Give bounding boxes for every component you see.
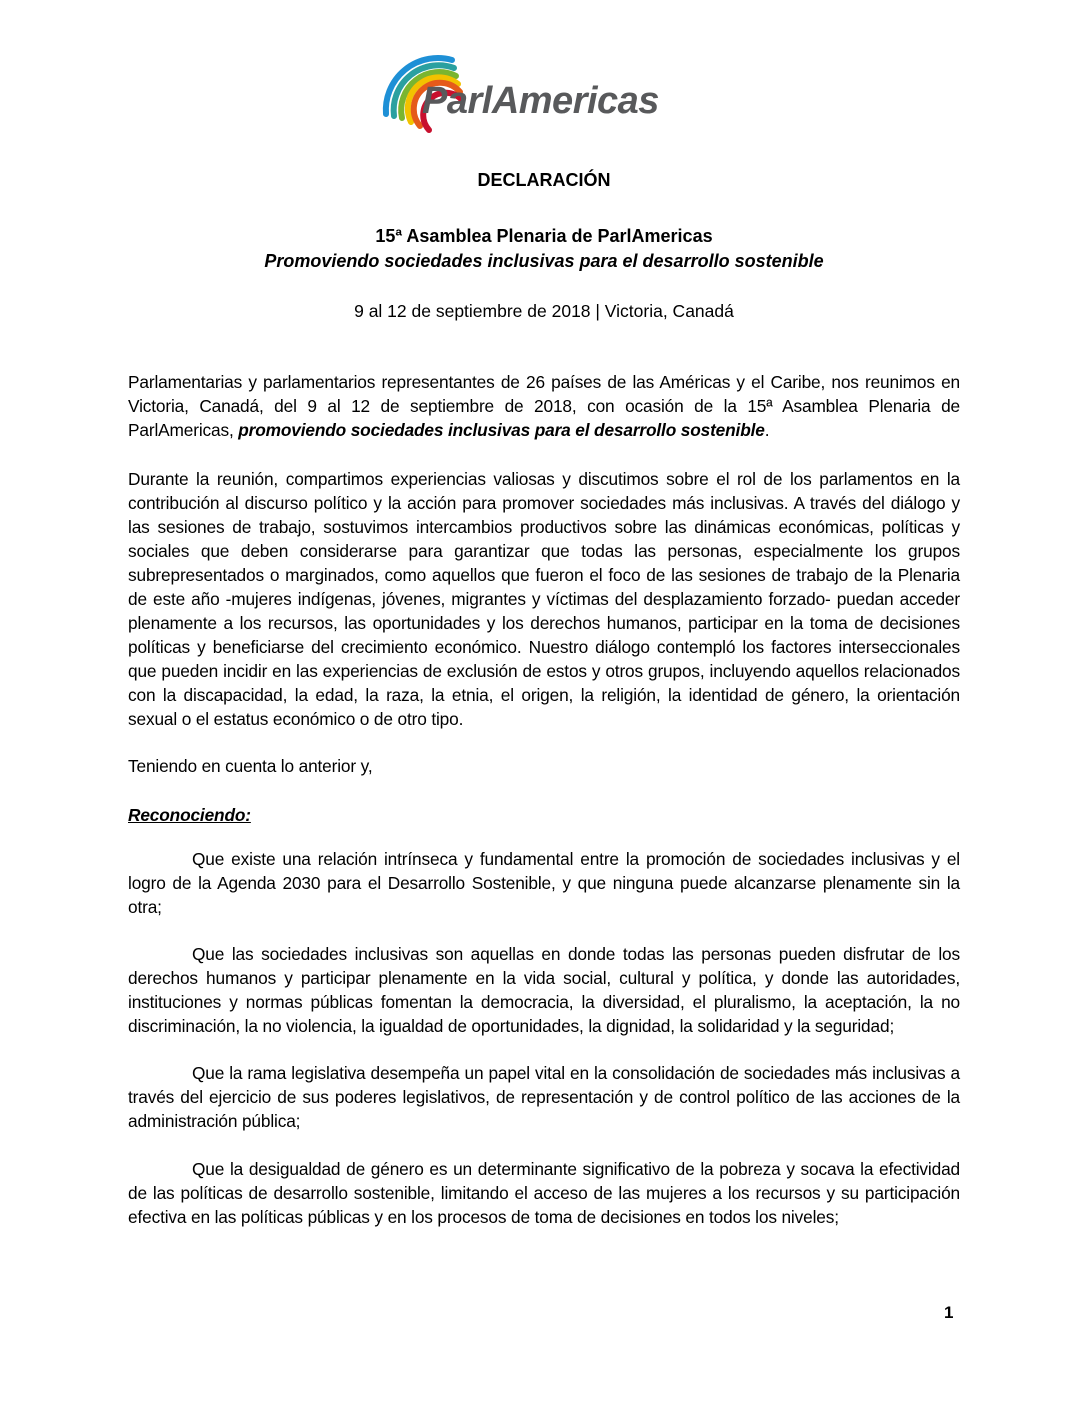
recital-paragraph-2: Que las sociedades inclusivas son aquellas en donde todas las personas pueden disfrutar de los derechos humanos y participar plenamente en la vida social, cultural y política, y donde las autoridades, instituciones y normas públicas fomentan la democracia, la diversidad, el pluralismo, la aceptación, la no discriminación, la no violencia, la igualdad de oportunidades, la dignidad, la solidaridad y la seguridad; [128,944,960,1036]
intro-text: Parlamentarias y parlamentarios representantes de 26 países de las Américas y el Caribe, nos reunimos en Victoria, Canadá, del 9 al 12 de septiembre de 2018, con ocasión de la 15ª Asamblea Plenaria de ParlAmericas, [128,372,960,440]
intro-paragraph [128,370,960,442]
recital-paragraph-4: Que la desigualdad de género es un determinante significativo de la pobreza y socava la efectividad de las políticas de desarrollo sostenible, limitando el acceso de las mujeres a los recursos y su participación efectiva en las políticas públicas y en los procesos de toma de decisiones en todos los niveles; [128,1159,960,1227]
intro-emphasis: promoviendo sociedades inclusivas para el desarrollo sostenible [238,420,765,440]
recital-paragraph-1: Que existe una relación intrínseca y fundamental entre la promoción de sociedades inclusivas y el logro de la Agenda 2030 para el Desarrollo Sostenible, y que ninguna puede alcanzarse plenamente sin la otra; [128,849,960,917]
intro-end: . [764,420,770,440]
meeting-paragraph: Durante la reunión, compartimos experiencias valiosas y discutimos sobre el rol de los parlamentos en la contribución al discurso político y la acción para promover sociedades más inclusivas. A través del diálogo y las sesiones de trabajo, sostuvimos intercambios productivos sobre las dinámicas económicas, políticas y sociales que deben considerarse para garantizar que todas las personas, especialmente los grupos subrepresentados o marginados, como aquellos que fueron el foco de las sesiones de trabajo de la Plenaria de este año -mujeres indígenas, jóvenes, migrantes y víctimas del desplazamiento forzado- puedan acceder plenamente a los recursos, las oportunidades y los derechos humanos, participar en la toma de decisiones políticas y beneficiarse del crecimiento económico. Nuestro diálogo contempló los factores interseccionales que pueden incidir en las experiencias de exclusión de estos y otros grupos, incluyendo aquellos relacionados con la discapacidad, la edad, la raza, la etnia, el origen, la religión, la identidad de género, la orientación sexual o el estatus económico o de otro tipo. [128,469,960,729]
event-dates: 9 al 12 de septiembre de 2018 | Victoria, Canadá [354,301,734,321]
recital-paragraph-3: Que la rama legislativa desempeña un papel vital en la consolidación de sociedades más inclusivas a través del ejercicio de sus poderes legislativos, de representación y de control político de las acciones de la administración pública; [128,1063,960,1131]
page-number: 1 [944,1303,954,1322]
assembly-theme: Promoviendo sociedades inclusivas para el desarrollo sostenible [264,251,824,271]
considering-paragraph: Teniendo en cuenta lo anterior y, [128,756,373,776]
assembly-subtitle: 15ª Asamblea Plenaria de ParlAmericas [375,226,713,246]
logo-wordmark: ParlAmericas [422,80,659,122]
document-title: DECLARACIÓN [477,170,611,190]
recognizing-heading: Reconociendo: [128,805,251,825]
